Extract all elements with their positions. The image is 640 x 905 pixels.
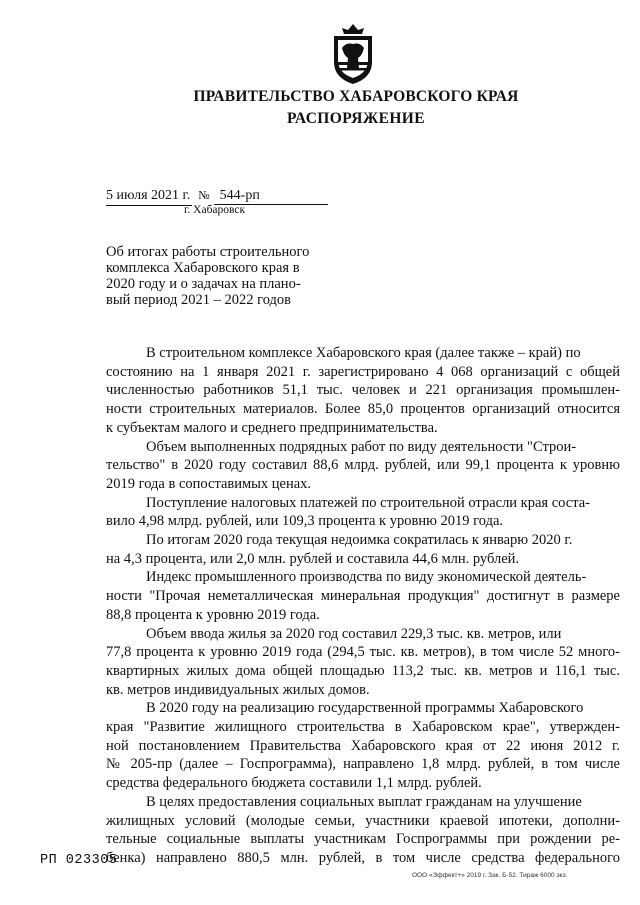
document-body (106, 344, 620, 868)
body-line: Объем выполненных подрядных работ по виду деятельности "Строи- (146, 438, 577, 455)
body-line: ной постановлением Правительства Хабаровского края от 22 июня 2012 г. (106, 737, 620, 754)
body-line: состоянию на 1 января 2021 г. зарегистрировано 4 068 организаций с общей (106, 363, 620, 380)
document-subject (106, 244, 342, 308)
body-line: жилищных условий (молодые семьи, участники краевой ипотеки, дополни- (106, 812, 620, 829)
body-line: края "Развитие жилищного строительства в Хабаровском крае", утвержден- (106, 719, 620, 736)
body-line: на 4,3 процента, или 2,0 млн. рублей и составила 44,6 млн. рублей. (106, 550, 520, 567)
body-line: По итогам 2020 года текущая недоимка сократилась к январю 2020 г. (146, 532, 573, 549)
organization-title: ПРАВИТЕЛЬСТВО ХАБАРОВСКОГО КРАЯ (193, 88, 519, 105)
document-number: 544-рп (214, 188, 328, 205)
body-line: средства федерального бюджета составили 1,1 млрд. рублей. (106, 775, 482, 792)
body-line: бенка) направлено 880,5 млн. рублей, в том числе средства федерального (106, 849, 620, 866)
body-line: ности "Прочая неметаллическая минеральная продукция" достигнут в размере (106, 588, 620, 605)
body-line: Объем ввода жилья за 2020 год составил 229,3 тыс. кв. метров, или (146, 625, 562, 642)
printer-imprint: ООО «Эффект+» 2019 г. Зак. Б-52. Тираж 6000 экз. (412, 872, 568, 879)
document-city: г. Хабаровск (184, 204, 246, 216)
body-line: В целях предоставления социальных выплат гражданам на улучшение (146, 793, 582, 810)
body-line: к субъектам малого и среднего предпринимательства. (106, 419, 438, 436)
body-line: 2019 года в сопоставимых ценах. (106, 475, 312, 492)
body-line: тельство" в 2020 году составил 88,6 млрд. рублей, или 99,1 процента к уровню (106, 457, 620, 474)
blank-serial-number: РП 023305 (40, 853, 118, 868)
body-line: квартирных жилых дома общей площадью 113,2 тыс. кв. метров и 116,1 тыс. (106, 662, 620, 679)
body-line: В строительном комплексе Хабаровского края (далее также – край) по (146, 345, 581, 361)
body-line: тельные социальные выплаты участникам Госпрограммы при рождении ре- (106, 831, 620, 848)
body-line: В 2020 году на реализацию государственной программы Хабаровского (146, 700, 584, 717)
subject-line: 2020 году и о задачах на плано- (106, 276, 301, 292)
body-line: ности строительных материалов. Более 85,0 процентов организаций относится (106, 401, 620, 418)
body-line: 88,8 процента к уровню 2019 года. (106, 606, 320, 623)
body-line: кв. метров индивидуальных жилых домов. (106, 681, 370, 698)
subject-line: вый период 2021 – 2022 годов (106, 292, 292, 308)
body-line: Индекс промышленного производства по виду экономической деятель- (146, 569, 587, 586)
body-line: численностью работников 51,1 тыс. человек и 221 организация промышлен- (106, 382, 620, 399)
document-type: РАСПОРЯЖЕНИЕ (286, 110, 426, 127)
body-line: Поступление налоговых платежей по строительной отрасли края соста- (146, 494, 590, 511)
coat-of-arms-icon (328, 22, 378, 86)
body-line: № 205-пр (далее – Госпрограмма), направлено 1,8 млрд. рублей, в том числе (106, 756, 620, 773)
number-sign: № (198, 188, 210, 202)
body-line: 77,8 процента к уровню 2019 года (294,5 тыс. кв. метров), в том числе 52 много- (106, 644, 620, 661)
subject-line: комплекса Хабаровского края в (106, 260, 300, 276)
body-line: вило 4,98 млрд. рублей, или 109,3 процента к уровню 2019 года. (106, 513, 504, 530)
subject-line: Об итогах работы строительного (106, 244, 310, 260)
document-date: 5 июля 2021 г. (106, 188, 192, 206)
